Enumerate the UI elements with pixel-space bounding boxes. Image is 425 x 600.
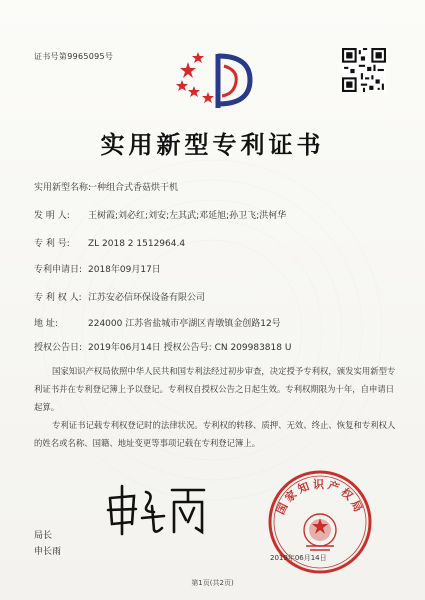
- field-value: 王树霞;刘必红;刘安;左其武;邓延旭;孙卫飞;洪柯华: [88, 211, 287, 221]
- field-patent-number: [34, 236, 185, 249]
- certificate-body: [34, 362, 399, 452]
- page-number: 第1页(共2页): [191, 579, 234, 587]
- field-grant-date: [34, 340, 291, 353]
- seal-text: 国家知识产权局: [273, 478, 367, 517]
- field-value: 一种组合式香菇烘干机: [88, 183, 179, 193]
- qr-code: [342, 48, 386, 92]
- field-value: 224000 江苏省盐城市亭湖区青墩镇金创路12号: [88, 319, 281, 329]
- director-name: 申长雨: [34, 547, 62, 557]
- field-label: 实用新型名称:: [34, 183, 92, 193]
- director-signature: [104, 482, 210, 537]
- field-label: 专 利 权 人:: [34, 293, 82, 303]
- page-title: 实用新型专利证书: [100, 130, 325, 159]
- director-block: [34, 528, 61, 560]
- body-paragraph: 专利证书记载专利权登记时的法律状况。专利权的转移、质押、无效、终止、恢复和专利权人的姓名或名称、国籍、地址变更等事项记载在专利登记簿上。: [34, 420, 396, 448]
- field-value: 2018年09月17日: [88, 265, 161, 275]
- field-patentee: [34, 290, 205, 303]
- certificate-number: 证书号第9965095号: [34, 52, 114, 61]
- field-application-date: [34, 262, 161, 275]
- field-label: 地 址:: [34, 319, 58, 329]
- director-title: 局长: [34, 531, 53, 541]
- field-inventors: [34, 208, 286, 221]
- field-address: [34, 316, 281, 329]
- field-label: 专利申请日:: [34, 265, 83, 275]
- field-value: 2019年06月14日 授权公告号: CN 209983818 U: [88, 343, 292, 353]
- field-label: 发 明 人:: [34, 211, 70, 221]
- body-paragraph: 国家知识产权局依照中华人民共和国专利法经过初步审查，决定授予专利权，颁发实用新型专利证书并在专利登记簿上予以登记。专利权自授权公告之日起生效。专利权期限为十年，自申请日起算。: [34, 366, 396, 412]
- field-utility-model-name: [34, 180, 178, 193]
- seal-date: 2019年06月14日: [270, 554, 327, 562]
- cnipa-logo: [174, 42, 262, 122]
- field-label: 专 利 号:: [34, 239, 70, 249]
- field-value: 江苏安必信环保设备有限公司: [88, 293, 206, 303]
- field-label: 授权公告日:: [34, 343, 83, 353]
- field-value: ZL 2018 2 1512964.4: [88, 239, 186, 249]
